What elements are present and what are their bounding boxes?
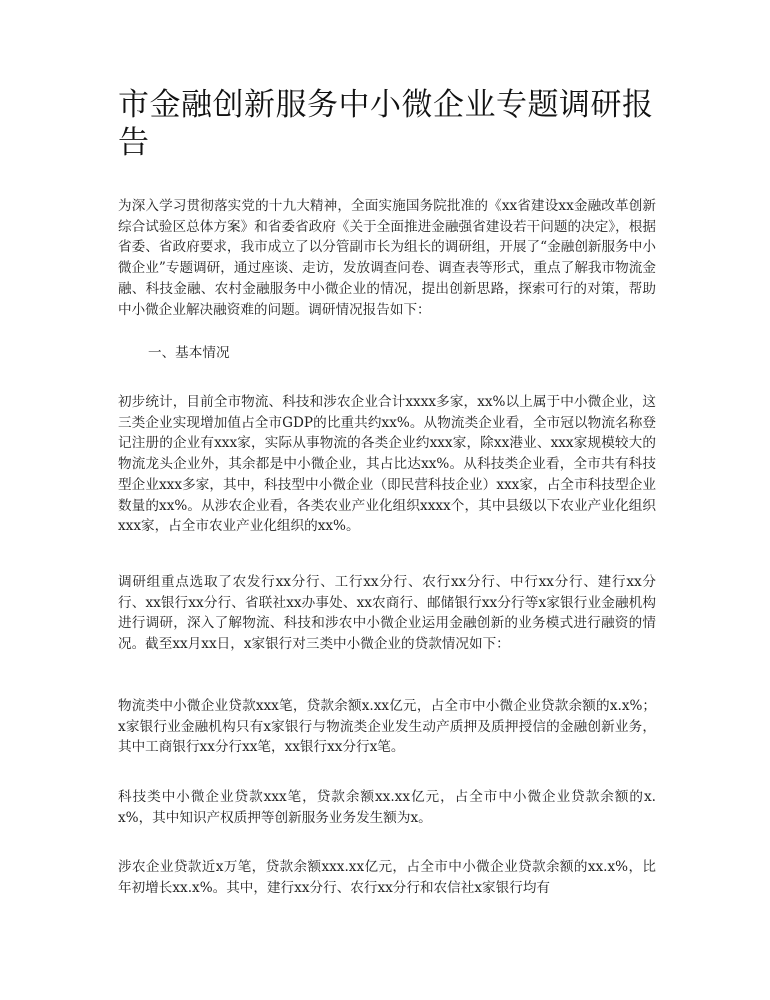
paragraph-tech-loans: 科技类中小微企业贷款xxx笔，贷款余额xx.xx亿元，占全市中小微企业贷款余额的x.x%，其中知识产权质押等创新服务业务发生额为x。	[118, 789, 656, 826]
document-title: 市金融创新服务中小微企业专题调研报告	[118, 87, 654, 161]
section-heading-basic-situation: 一、基本情况	[148, 345, 230, 361]
paragraph-bank-survey: 调研组重点选取了农发行xx分行、工行xx分行、农行xx分行、中行xx分行、建行xx分行、xx银行xx分行、省联社xx办事处、xx农商行、邮储银行xx分行等x家银行业金融机构进行调研，深入了解物流、科技和涉农中小微企业运用金融创新的业务模式进行融资的情况。截至xx月xx日，x家银行对三类中小微企业的贷款情况如下：	[118, 574, 656, 653]
paragraph-logistics-loans: 物流类中小微企业贷款xxx笔，贷款余额x.xx亿元，占全市中小微企业贷款余额的x.x%；x家银行业金融机构只有x家银行与物流类企业发生动产质押及质押授信的金融创新业务，其中工商银行xx分行xx笔，xx银行xx分行x笔。	[118, 698, 656, 756]
intro-paragraph: 为深入学习贯彻落实党的十九大精神，全面实施国务院批准的《xx省建设xx金融改革创新综合试验区总体方案》和省委省政府《关于全面推进金融强省建设若干问题的决定》，根据省委、省政府要求，我市成立了以分管副市长为组长的调研组，开展了“金融创新服务中小微企业”专题调研，通过座谈、走访，发放调查问卷、调查表等形式，重点了解我市物流金融、科技金融、农村金融服务中小微企业的情况，提出创新思路，探索可行的对策，帮助中小微企业解决融资难的问题。调研情况报告如下：	[118, 198, 656, 318]
paragraph-agri-loans: 涉农企业贷款近x万笔，贷款余额xxx.xx亿元，占全市中小微企业贷款余额的xx.x%，比年初增长xx.x%。其中，建行xx分行、农行xx分行和农信社x家银行均有	[118, 859, 656, 896]
paragraph-enterprise-statistics: 初步统计，目前全市物流、科技和涉农企业合计xxxx多家，xx%以上属于中小微企业，这三类企业实现增加值占全市GDP的比重共约xx%。从物流类企业看，全市冠以物流名称登记注册的企业有xxx家，实际从事物流的各类企业约xxx家，除xx港业、xxx家规模较大的物流龙头企业外，其余都是中小微企业，其占比达xx%。从科技类企业看，全市共有科技型企业xxx多家，其中，科技型中小微企业（即民营科技企业）xxx家，占全市科技型企业数量的xx%。从涉农企业看，各类农业产业化组织xxxx个，其中县级以下农业产业化组织xxx家，占全市农业产业化组织的xx%。	[118, 394, 656, 535]
